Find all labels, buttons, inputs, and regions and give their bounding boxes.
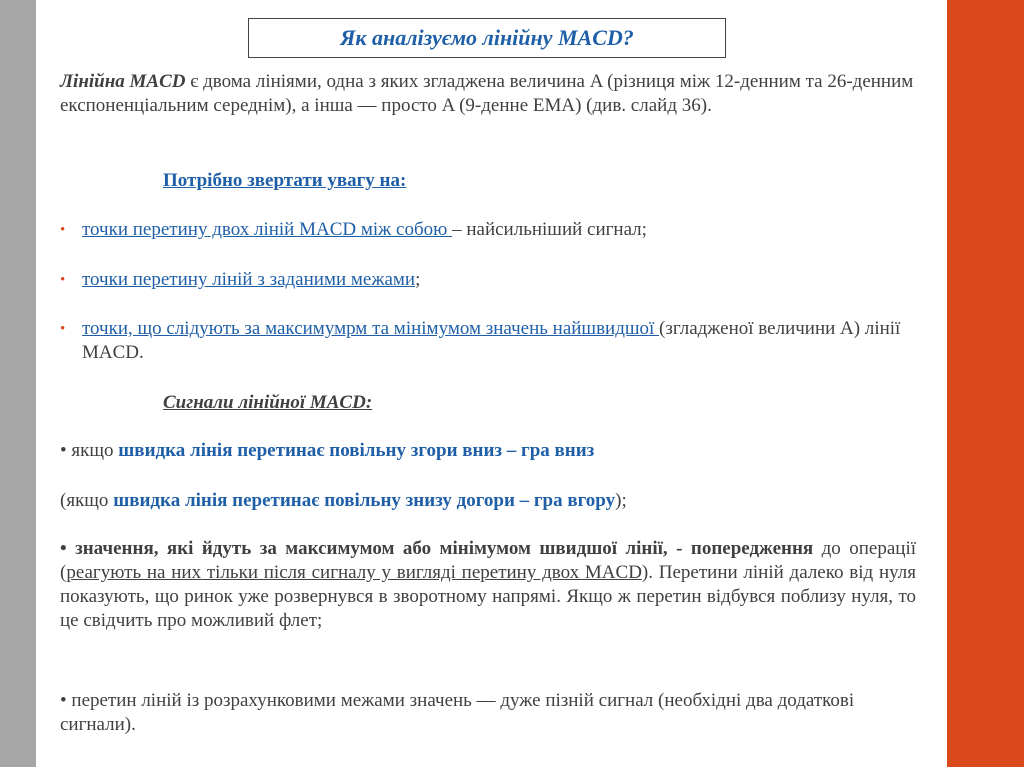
- signal3-underlined: реагують на них тільки після сигналу у вигляді перетину двох MACD: [66, 562, 642, 583]
- signal3-mid: до операції (: [60, 538, 916, 583]
- signal2-prefix: (якщо: [60, 490, 114, 511]
- heading-signals: Сигнали лінійної MACD:: [163, 392, 373, 413]
- bullet-link[interactable]: точки, що слідують за максимумрм та мінімумом значень найшвидшої: [82, 318, 660, 339]
- signal-paragraph-4: • перетин ліній із розрахунковими межами значень — дуже пізній сигнал (необхідні два додаткові сигнали).: [60, 690, 855, 735]
- bullet-dot-icon: •: [60, 222, 66, 238]
- intro-text: є двома лініями, одна з яких згладжена величина A (різниця між 12-денним та 26-денним експоненціальним середнім), а інша — просто A (9-денне EMA) (див. слайд 36).: [60, 71, 914, 116]
- heading-attention: Потрібно звертати увагу на:: [163, 170, 407, 191]
- signal3-rest: ). Перетини ліній далеко від нуля показують, що ринок уже розвернувся в зворотному напрямі. Якщо ж перетин відбувся поблизу нуля, то це свідчить про можливий флет;: [60, 562, 916, 631]
- list-item: [60, 268, 920, 292]
- slide-content: [36, 0, 947, 767]
- bullet-dot-icon: •: [60, 272, 66, 288]
- intro-paragraph: [60, 70, 916, 118]
- left-accent-bar: [0, 0, 36, 767]
- signal1-bold: швидка лінія перетинає повільну згори вниз – гра вниз: [118, 440, 595, 461]
- bullet-rest: – найсильніший сигнал;: [452, 219, 647, 240]
- bullet-rest: (згладженої величини A) лінії MACD.: [82, 318, 901, 363]
- list-item: [60, 218, 920, 242]
- bullet-link[interactable]: точки перетину двох ліній MACD між собою: [82, 219, 453, 240]
- right-accent-bar: [947, 0, 1024, 767]
- signal-paragraph-3: [60, 537, 916, 633]
- signal-paragraph-2: [60, 489, 916, 513]
- signal1-prefix: • якщо: [60, 440, 119, 461]
- bullet-rest: ;: [415, 269, 421, 290]
- signal2-bold: швидка лінія перетинає повільну знизу догори – гра вгору: [113, 490, 616, 511]
- list-item: [60, 317, 920, 365]
- intro-lead: Лінійна MACD: [60, 71, 186, 92]
- bullet-dot-icon: •: [60, 321, 66, 337]
- slide-title: Як аналізуємо лінійну MACD?: [248, 18, 726, 58]
- bullet-link[interactable]: точки перетину ліній з заданими межами: [82, 269, 416, 290]
- signal2-suffix: );: [615, 490, 627, 511]
- signal-paragraph-1: [60, 439, 916, 463]
- signal3-bold: • значення, які йдуть за максимумом або мінімумом швидшої лінії, - попередження: [60, 538, 814, 559]
